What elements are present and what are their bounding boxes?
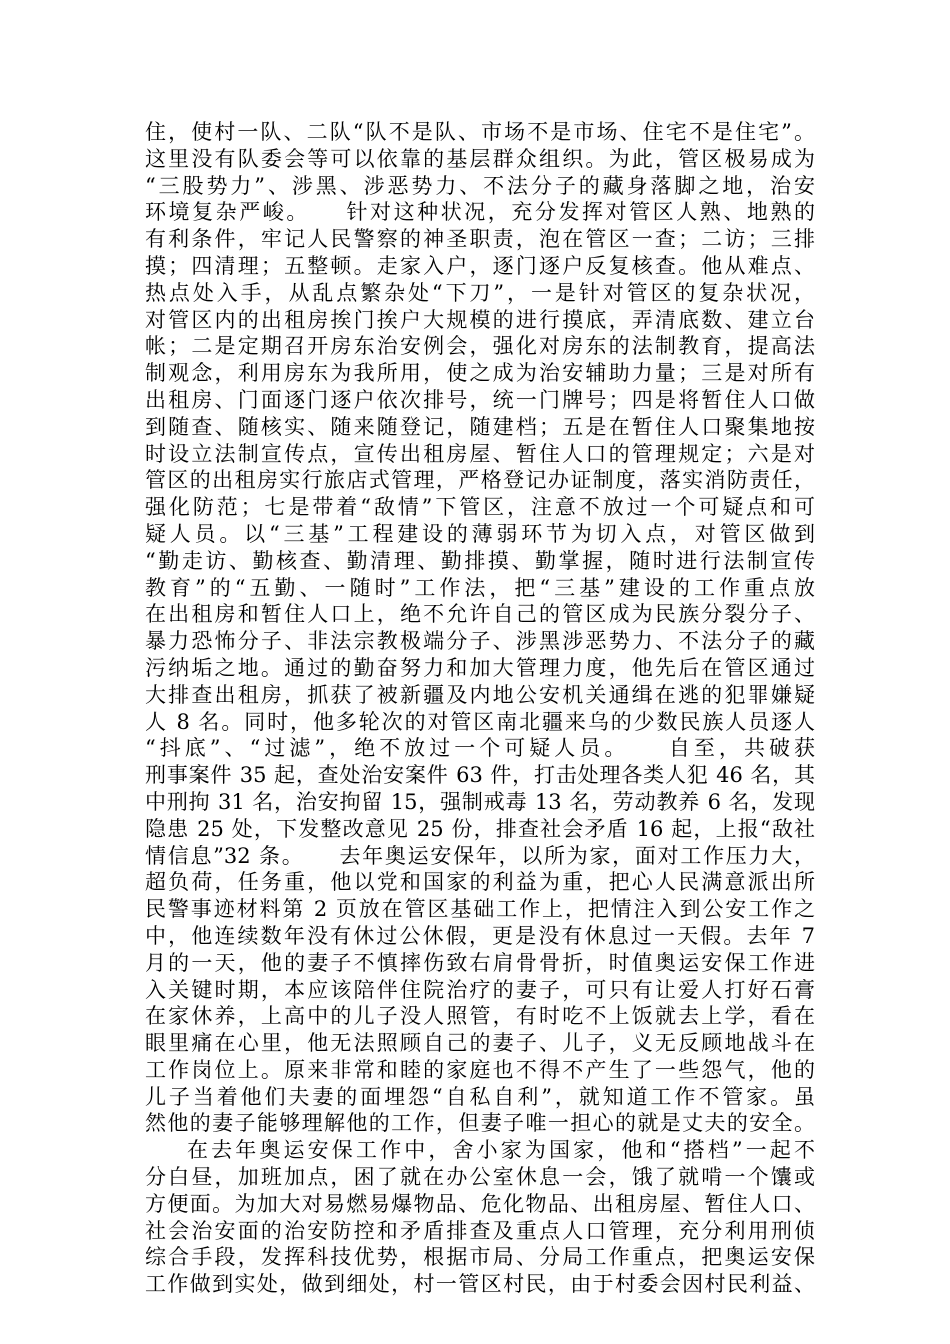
text-line: 人 8 名。同时，他多轮次的对管区南北疆来乌的少数民族人员逐人	[145, 709, 815, 734]
text-line: 摸；四清理；五整顿。走家入户，逐门逐户反复核查。他从难点、	[145, 253, 815, 278]
text-line: 眼里痛在心里，他无法照顾自己的妻子、儿子，义无反顾地战斗在	[145, 1031, 815, 1056]
text-line: 刑事案件 35 起，查处治安案件 63 件，打击处理各类人犯 46 名，其	[145, 763, 815, 788]
text-line: 儿子当着他们夫妻的面埋怨“自私自利”，就知道工作不管家。虽	[145, 1084, 815, 1109]
text-line: 在家休养，上高中的儿子没人照管，有时吃不上饭就去上学，看在	[145, 1004, 815, 1029]
text-line: 帐；二是定期召开房东治安例会，强化对房东的法制教育，提高法	[145, 334, 815, 359]
text-line: 大排查出租房，抓获了被新疆及内地公安机关通缉在逃的犯罪嫌疑	[145, 682, 815, 707]
text-line: 分白昼，加班加点，困了就在办公室休息一会，饿了就啃一个馕或	[145, 1165, 815, 1190]
text-line: 污纳垢之地。通过的勤奋努力和加大管理力度，他先后在管区通过	[145, 655, 815, 680]
text-line: 社会治安面的治安防控和矛盾排查及重点人口管理，充分利用刑侦	[145, 1218, 815, 1243]
text-line: 这里没有队委会等可以依靠的基层群众组织。为此，管区极易成为	[145, 146, 815, 171]
text-line: 综合手段，发挥科技优势，根据市局、分局工作重点，把奥运安保	[145, 1245, 815, 1270]
text-line: 超负荷，任务重，他以党和国家的利益为重，把心人民满意派出所	[145, 870, 815, 895]
text-line: 管区的出租房实行旅店式管理，严格登记办证制度，落实消防责任，	[145, 468, 815, 493]
text-line: 教育”的“五勤、一随时”工作法，把“三基”建设的工作重点放	[145, 575, 815, 600]
text-line: 月的一天，他的妻子不慎摔伤致右肩骨骨折，时值奥运安保工作进	[145, 950, 815, 975]
text-line: 在去年奥运安保工作中，舍小家为国家，他和“搭档”一起不	[187, 1138, 815, 1163]
text-line: 暴力恐怖分子、非法宗教极端分子、涉黑涉恶势力、不法分子的藏	[145, 629, 815, 654]
text-line: 情信息”32 条。 去年奥运安保年，以所为家，面对工作压力大，	[145, 843, 815, 868]
text-line: 然他的妻子能够理解他的工作，但妻子唯一担心的就是丈夫的安全。	[145, 1111, 815, 1136]
text-line: 热点处入手，从乱点繁杂处“下刀”，一是针对管区的复杂状况，	[145, 280, 815, 305]
text-line: 强化防范；七是带着“敌情”下管区，注意不放过一个可疑点和可	[145, 495, 815, 520]
text-line: 在出租房和暂住人口上，绝不允许自己的管区成为民族分裂分子、	[145, 602, 815, 627]
text-line: 到随查、随核实、随来随登记，随建档；五是在暂住人口聚集地按	[145, 414, 815, 439]
text-line: 工作做到实处，做到细处，村一管区村民，由于村委会因村民利益、	[145, 1272, 815, 1297]
text-line: 制观念，利用房东为我所用，使之成为治安辅助力量；三是对所有	[145, 361, 815, 386]
text-line: 民警事迹材料第 2 页放在管区基础工作上，把情注入到公安工作之	[145, 897, 815, 922]
text-line: “勤走访、勤核查、勤清理、勤排摸、勤掌握，随时进行法制宣传	[145, 548, 815, 573]
body-text	[145, 119, 815, 1298]
text-line: 住，使村一队、二队“队不是队、市场不是市场、住宅不是住宅”。	[145, 120, 815, 144]
text-line: 出租房、门面逐门逐户依次排号，统一门牌号；四是将暂住人口做	[145, 387, 815, 412]
text-line: “三股势力”、涉黑、涉恶势力、不法分子的藏身落脚之地，治安	[145, 173, 815, 198]
text-line: 隐患 25 处，下发整改意见 25 份，排查社会矛盾 16 起，上报“敌社	[145, 816, 815, 841]
text-line: 有利条件，牢记人民警察的神圣职责，泡在管区一查；二访；三排	[145, 227, 815, 252]
text-line: “抖底”、“过滤”，绝不放过一个可疑人员。 自至，共破获	[145, 736, 815, 761]
text-line: 方便面。为加大对易燃易爆物品、危化物品、出租房屋、暂住人口、	[145, 1191, 815, 1216]
text-line: 入关键时期，本应该陪伴住院治疗的妻子，可只有让爱人打好石膏	[145, 977, 815, 1002]
text-line: 对管区内的出租房挨门挨户大规模的进行摸底，弄清底数、建立台	[145, 307, 815, 332]
text-line: 疑人员。以“三基”工程建设的薄弱环节为切入点，对管区做到	[145, 521, 815, 546]
text-line: 中，他连续数年没有休过公休假，更是没有休息过一天假。去年 7	[145, 923, 815, 948]
text-line: 环境复杂严峻。 针对这种状况，充分发挥对管区人熟、地熟的	[145, 200, 815, 225]
text-line: 工作岗位上。原来非常和睦的家庭也不得不产生了一些怨气，他的	[145, 1057, 815, 1082]
text-line: 中刑拘 31 名，治安拘留 15，强制戒毒 13 名，劳动教养 6 名，发现	[145, 789, 815, 814]
text-line: 时设立法制宣传点，宣传出租房屋、暂住人口的管理规定；六是对	[145, 441, 815, 466]
